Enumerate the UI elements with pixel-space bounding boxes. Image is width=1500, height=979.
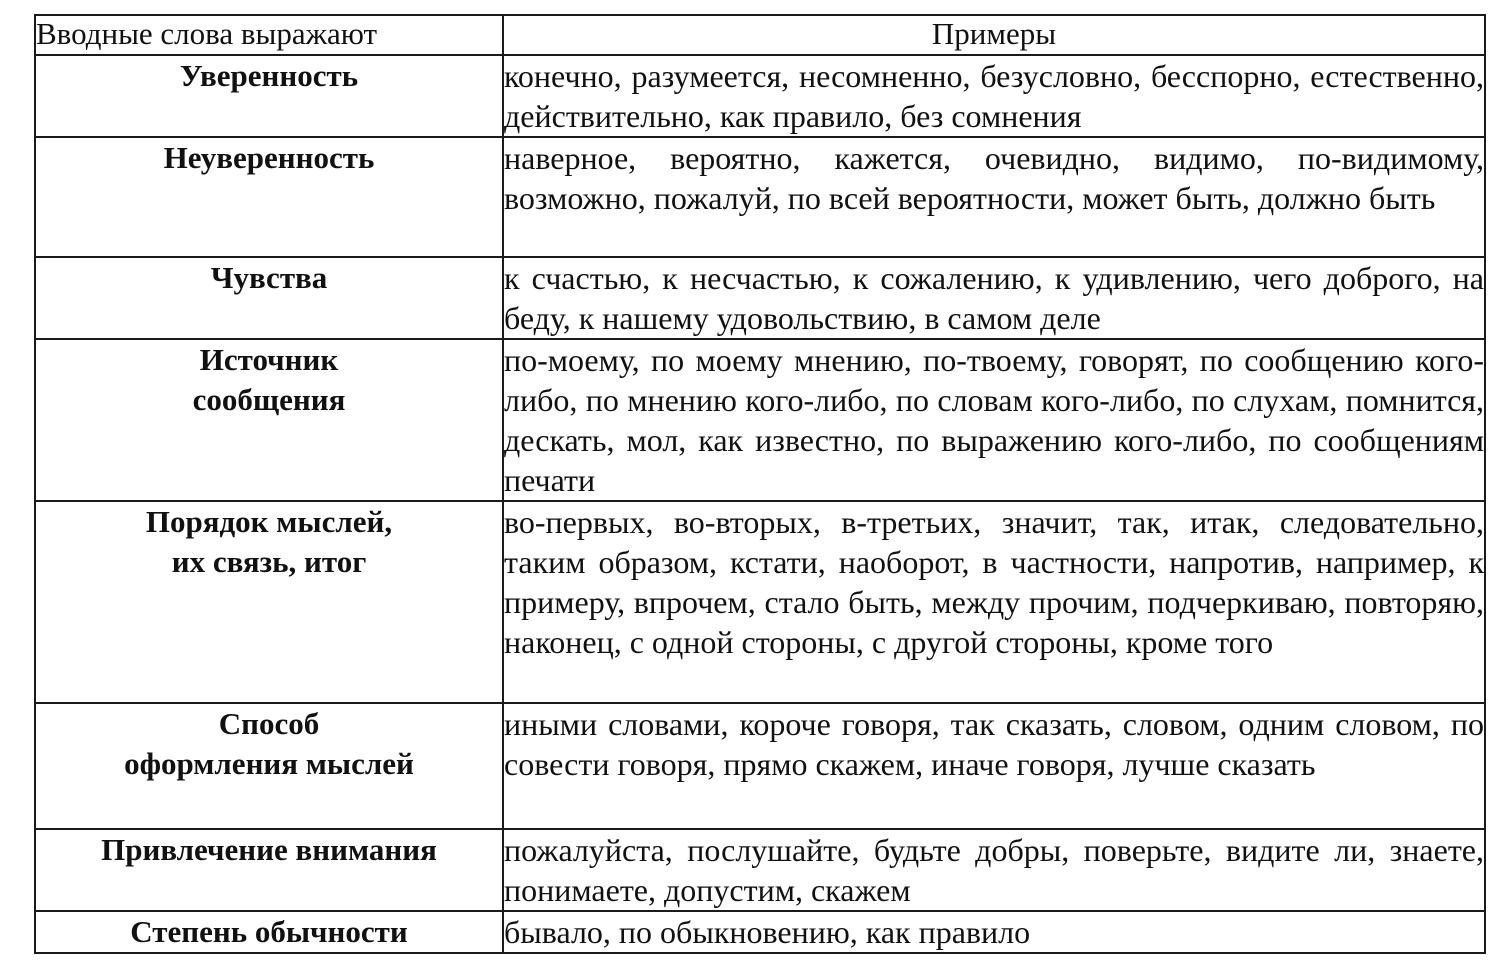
examples-cell: по-моему, по моему мнению, по-твоему, говорят, по сообщению кого-либо, по мнению кого-либо, по словам кого-либо, по слухам, помнится, дескать, мол, как известно, по выражению кого-либо, по сообщениям печати: [503, 339, 1485, 501]
category-cell: [35, 339, 503, 501]
header-category: Вводные слова выражают: [35, 15, 503, 55]
category-cell: [35, 257, 503, 339]
category-label: сообщения: [192, 382, 346, 417]
table-row: [35, 829, 1485, 911]
examples-cell: бывало, по обыкновению, как правило: [503, 911, 1485, 953]
category-label: Уверенность: [179, 58, 359, 93]
table-row: [35, 55, 1485, 137]
document-page: [34, 14, 1484, 954]
table-row: [35, 257, 1485, 339]
introductory-words-table: [34, 14, 1486, 954]
category-label: оформления мыслей: [124, 746, 414, 781]
examples-cell: наверное, вероятно, кажется, очевидно, видимо, по-видимому, возможно, пожалуй, по всей вероятности, может быть, должно быть: [503, 137, 1485, 257]
table-row: [35, 339, 1485, 501]
category-cell: [35, 829, 503, 911]
header-examples: Примеры: [503, 15, 1485, 55]
examples-cell: к счастью, к несчастью, к сожалению, к удивлению, чего доброго, на беду, к нашему удовольствию, в самом деле: [503, 257, 1485, 339]
examples-cell: иными словами, короче говоря, так сказать, словом, одним словом, по совести говоря, прямо скажем, иначе говоря, лучше сказать: [503, 703, 1485, 829]
category-label: Привлечение внимания: [101, 832, 437, 867]
category-cell: [35, 501, 503, 703]
category-label: Порядок мыслей,: [145, 504, 393, 539]
category-label: их связь, итог: [171, 544, 367, 579]
category-cell: [35, 55, 503, 137]
category-label: Степень обычности: [130, 914, 408, 949]
category-label: Способ: [218, 706, 320, 741]
examples-cell: конечно, разумеется, несомненно, безусловно, бесспорно, естественно, действительно, как правило, без сомнения: [503, 55, 1485, 137]
table-row: [35, 703, 1485, 829]
table-row: [35, 911, 1485, 953]
table-row: [35, 137, 1485, 257]
category-label: Чувства: [210, 260, 328, 295]
category-cell: [35, 703, 503, 829]
category-label: Источник: [199, 342, 339, 377]
table-header-row: [35, 15, 1485, 55]
table-row: [35, 501, 1485, 703]
examples-cell: пожалуйста, послушайте, будьте добры, поверьте, видите ли, знаете, понимаете, допустим, скажем: [503, 829, 1485, 911]
examples-cell: во-первых, во-вторых, в-третьих, значит, так, итак, следовательно, таким образом, кстати, наоборот, в частности, напротив, например, к примеру, впрочем, стало быть, между прочим, подчеркиваю, повторяю, наконец, с одной стороны, с другой стороны, кроме того: [503, 501, 1485, 703]
category-cell: [35, 137, 503, 257]
category-cell: [35, 911, 503, 953]
category-label: Неуверенность: [163, 140, 375, 175]
